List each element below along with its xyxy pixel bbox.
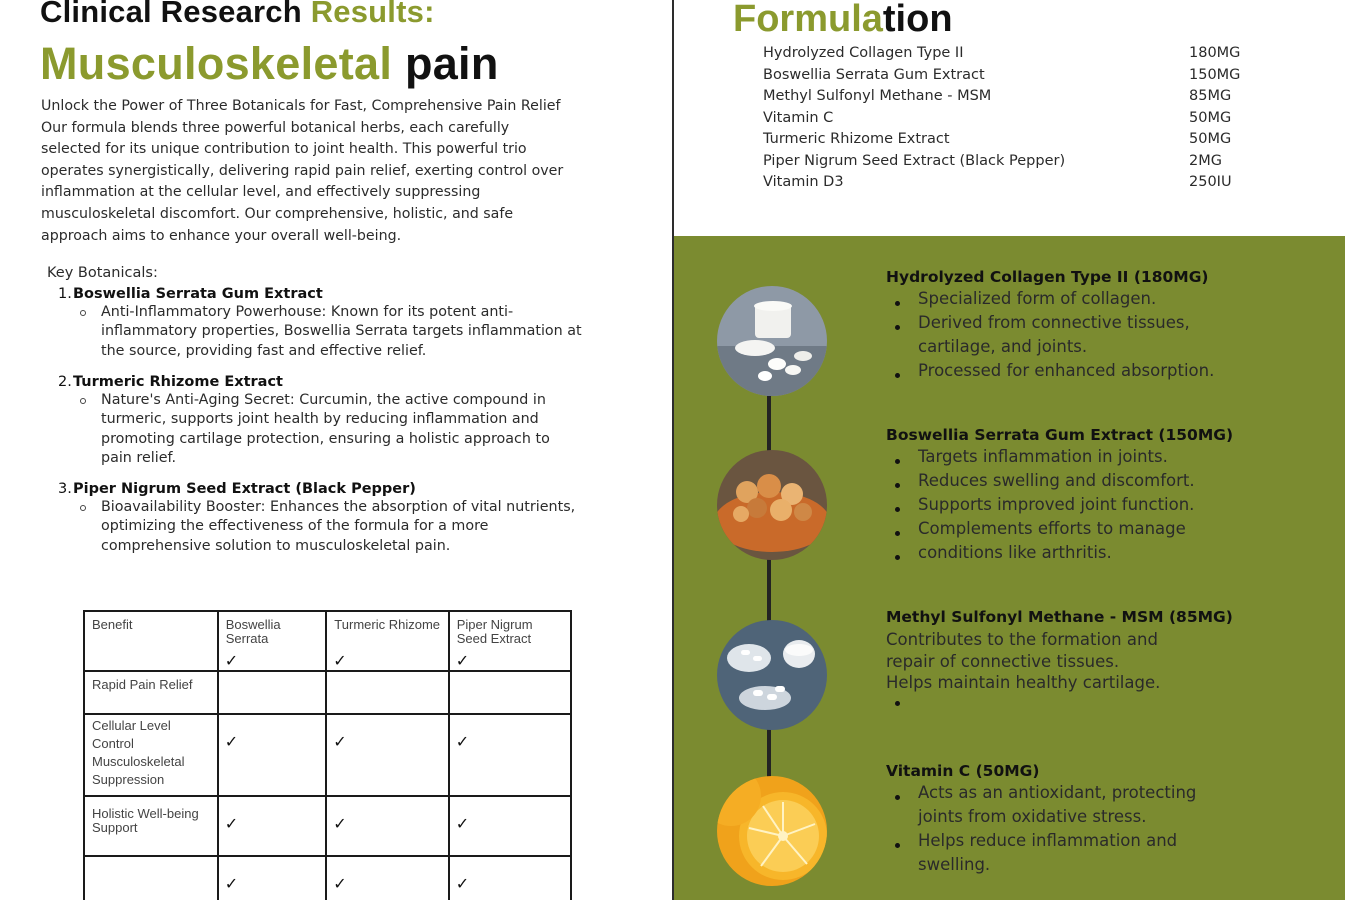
heading-results: Results: [310, 0, 435, 29]
table-cell [84, 856, 218, 900]
list-item: Reduces swelling and discomfort. [886, 469, 1336, 493]
hollow-bullet-icon [80, 505, 86, 511]
section-line: Contributes to the formation and [886, 630, 1158, 649]
intro-paragraph [41, 96, 631, 247]
ingredient-details-panel [674, 236, 1345, 900]
table-cell [218, 714, 327, 796]
vitamin-c-section [886, 762, 1336, 877]
description-line: inflammatory properties, Boswellia Serrata targets inflammation at [101, 323, 582, 340]
formulation-title [733, 0, 953, 41]
benefit-label: Holistic Well-being Support [92, 806, 199, 835]
table-header-row [84, 611, 571, 671]
title-musculoskeletal: Musculoskeletal [40, 38, 393, 89]
table-cell [449, 671, 571, 714]
benefit-label: Rapid Pain Relief [92, 677, 193, 692]
intro-line: musculoskeletal discomfort. Our comprehensive, holistic, and safe [41, 205, 514, 222]
description-line: Bioavailability Booster: Enhances the absorption of vital nutrients, [101, 499, 576, 515]
list-item-text: swelling. [918, 855, 991, 874]
table-cell [326, 796, 448, 856]
ingredient-amount: 85MG [1189, 88, 1232, 104]
table-row [84, 856, 571, 900]
intro-line: operates synergistically, delivering rapid pain relief, exerting control over [41, 162, 564, 179]
table-header-cell [218, 611, 327, 671]
list-item: Specialized form of collagen. [886, 287, 1336, 311]
check-icon: ✓ [455, 653, 470, 670]
ingredient-name: Turmeric Rhizome Extract [763, 131, 950, 147]
table-cell [84, 671, 218, 714]
list-item-continuation [886, 853, 1336, 877]
botanical-number: 2. [58, 374, 72, 390]
section-title: Boswellia Serrata Gum Extract (150MG) [886, 426, 1234, 444]
ingredient-row [763, 67, 1263, 89]
table-cell [449, 796, 571, 856]
boswellia-section [886, 426, 1336, 565]
header-piper-nigrum: Piper Nigrum Seed Extract [456, 617, 533, 646]
benefit-label: Cellular Level Control Musculoskeletal Suppression [92, 718, 185, 787]
list-item: Derived from connective tissues, [886, 311, 1336, 335]
header-turmeric: Turmeric Rhizome [334, 617, 440, 632]
ingredient-name: Vitamin C [763, 109, 834, 126]
heading-clinical-research: Clinical Research [40, 0, 311, 29]
table-cell [218, 796, 327, 856]
list-item: conditions like arthritis. [886, 541, 1336, 565]
key-botanicals-title: Key Botanicals: [47, 265, 158, 281]
intro-line: approach aims to enhance your overall well-being. [41, 227, 402, 244]
botanical-heading [58, 481, 638, 497]
table-header-cell [84, 611, 218, 671]
title-pain: pain [392, 38, 499, 89]
ingredient-row [763, 153, 1263, 175]
ingredient-row [763, 110, 1263, 132]
page-heading [40, 0, 435, 30]
section-line: repair of connective tissues. [886, 651, 1120, 671]
ingredient-name: Methyl Sulfonyl Methane - MSM [763, 88, 992, 104]
collagen-photo [717, 286, 827, 396]
bullet-list [886, 287, 1336, 383]
table-cell [326, 671, 448, 714]
ingredient-amount: 150MG [1189, 66, 1241, 83]
check-icon: ✓ [333, 876, 347, 893]
botanical-heading [58, 286, 638, 302]
hollow-bullet-icon [80, 398, 86, 404]
list-item: Processed for enhanced absorption. [886, 359, 1336, 383]
botanical-heading [58, 374, 638, 390]
ingredient-row [763, 88, 1263, 110]
table-cell [449, 856, 571, 900]
botanical-number: 1. [58, 286, 72, 302]
table-cell [326, 856, 448, 900]
stray-bullet-icon [895, 701, 900, 706]
table-row [84, 714, 571, 796]
bullet-list [886, 781, 1336, 877]
list-item: Helps reduce inflammation and [886, 829, 1336, 853]
description-line: Anti-Inflammatory Powerhouse: Known for its potent anti- [101, 304, 514, 320]
section-title: Hydrolyzed Collagen Type II (180MG) [886, 268, 1209, 286]
table-row [84, 671, 571, 714]
section-title: Methyl Sulfonyl Methane - MSM (85MG) [886, 608, 1233, 626]
table-cell [326, 714, 448, 796]
botanical-item [58, 374, 638, 468]
ingredient-amount: 50MG [1189, 109, 1232, 126]
check-icon: ✓ [224, 876, 239, 893]
benefits-table [83, 610, 572, 900]
page-title [40, 38, 499, 90]
check-icon: ✓ [224, 816, 239, 833]
intro-line: selected for its unique contribution to joint health. This powerful trio [41, 141, 527, 158]
formulation-title-dark: tion [882, 0, 953, 40]
description-line: the source, providing fast and effective relief. [101, 342, 427, 359]
description-line: turmeric, supports joint health by reducing inflammation and [101, 411, 539, 428]
table-row [84, 796, 571, 856]
ingredient-name: Piper Nigrum Seed Extract (Black Pepper) [763, 152, 1066, 169]
header-boswellia: Boswellia Serrata [225, 617, 281, 646]
ingredient-row [763, 45, 1263, 67]
check-icon: ✓ [333, 816, 347, 833]
check-icon: ✓ [455, 734, 470, 751]
table-cell [84, 796, 218, 856]
msm-section [886, 608, 1336, 694]
intro-line: Our formula blends three powerful botanical herbs, each carefully [41, 119, 510, 136]
botanical-name: Piper Nigrum Seed Extract (Black Pepper) [73, 481, 416, 497]
list-item-text: cartilage, and joints. [918, 337, 1088, 356]
intro-line: inflammation at the cellular level, and effectively suppressing [41, 184, 481, 201]
list-item: Complements efforts to manage [886, 517, 1336, 541]
boswellia-resin-photo [717, 450, 827, 560]
bullet-list [886, 445, 1336, 565]
check-icon: ✓ [224, 734, 239, 751]
msm-capsules-photo [717, 620, 827, 730]
table-header-cell [326, 611, 448, 671]
list-item: Targets inflammation in joints. [886, 445, 1336, 469]
check-icon: ✓ [333, 653, 347, 670]
ingredient-list [763, 45, 1263, 196]
list-item-text: joints from oxidative stress. [918, 807, 1147, 826]
check-icon: ✓ [455, 816, 470, 833]
description-line: optimizing the effectiveness of the formula for a more [101, 518, 489, 535]
botanical-name: Boswellia Serrata Gum Extract [73, 286, 323, 302]
table-cell [84, 714, 218, 796]
ingredient-amount: 50MG [1189, 131, 1232, 147]
botanical-description [101, 303, 636, 361]
table-cell [218, 671, 327, 714]
description-line: promoting cartilage protection, ensuring a holistic approach to [101, 430, 550, 447]
intro-line: Unlock the Power of Three Botanicals for Fast, Comprehensive Pain Relief [41, 98, 561, 114]
section-title: Vitamin C (50MG) [886, 762, 1040, 780]
check-icon: ✓ [455, 876, 470, 893]
collagen-section [886, 268, 1336, 383]
list-item: Acts as an antioxidant, protecting [886, 781, 1336, 805]
description-line: comprehensive solution to musculoskeletal pain. [101, 537, 451, 554]
check-icon: ✓ [224, 653, 239, 670]
section-text [886, 629, 1336, 694]
ingredient-row [763, 131, 1263, 153]
list-item: Supports improved joint function. [886, 493, 1336, 517]
ingredient-amount: 2MG [1189, 152, 1222, 169]
botanical-number: 3. [58, 481, 72, 497]
botanical-item [58, 481, 638, 556]
ingredient-name: Vitamin D3 [763, 174, 844, 190]
botanical-name: Turmeric Rhizome Extract [73, 374, 283, 390]
table-cell [449, 714, 571, 796]
description-line: Nature's Anti-Aging Secret: Curcumin, the active compound in [101, 392, 546, 408]
table-cell [218, 856, 327, 900]
ingredient-row [763, 174, 1263, 196]
list-item-continuation [886, 805, 1336, 829]
ingredient-amount: 250IU [1189, 174, 1232, 190]
right-page [674, 0, 1345, 900]
botanical-description [101, 391, 636, 468]
botanical-description [101, 498, 636, 556]
header-benefit: Benefit [92, 617, 133, 632]
check-icon: ✓ [333, 734, 347, 751]
orange-photo [717, 776, 827, 886]
ingredient-name: Boswellia Serrata Gum Extract [763, 66, 985, 83]
section-line: Helps maintain healthy cartilage. [886, 673, 1161, 692]
ingredient-name: Hydrolyzed Collagen Type II [763, 45, 964, 61]
ingredient-amount: 180MG [1189, 45, 1241, 61]
description-line: pain relief. [101, 449, 177, 466]
formulation-title-olive: Formula [733, 0, 883, 40]
botanical-item [58, 286, 638, 361]
hollow-bullet-icon [80, 310, 86, 316]
table-header-cell [449, 611, 571, 671]
list-item-continuation [886, 335, 1336, 359]
